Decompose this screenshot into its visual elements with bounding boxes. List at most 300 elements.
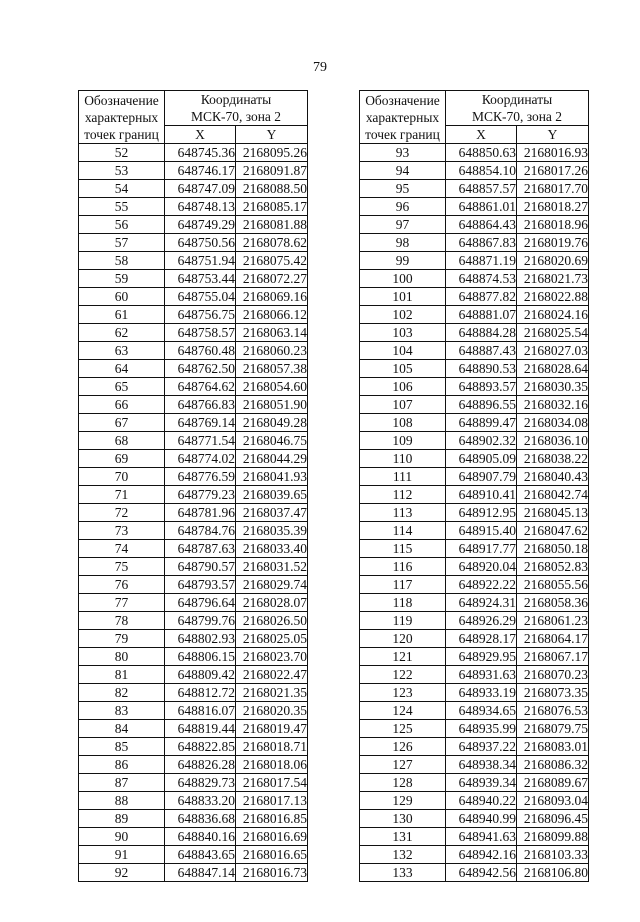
table-row <box>79 378 308 396</box>
x-coordinate: 648809.42 <box>165 666 236 684</box>
table-row <box>360 576 589 594</box>
point-number: 131 <box>360 828 446 846</box>
table-row <box>79 360 308 378</box>
x-coordinate: 648910.41 <box>446 486 517 504</box>
y-coordinate: 2168106.80 <box>517 864 589 882</box>
point-number: 98 <box>360 234 446 252</box>
x-coordinate: 648796.64 <box>165 594 236 612</box>
table-row <box>79 540 308 558</box>
table-row <box>360 450 589 468</box>
point-number: 117 <box>360 576 446 594</box>
x-coordinate: 648933.19 <box>446 684 517 702</box>
point-number: 99 <box>360 252 446 270</box>
table-row <box>79 144 308 162</box>
y-coordinate: 2168025.05 <box>236 630 308 648</box>
y-coordinate: 2168095.26 <box>236 144 308 162</box>
point-number: 119 <box>360 612 446 630</box>
y-coordinate: 2168040.43 <box>517 468 589 486</box>
y-coordinate: 2168067.17 <box>517 648 589 666</box>
table-row <box>360 558 589 576</box>
point-number: 62 <box>79 324 165 342</box>
designation-header <box>79 91 165 144</box>
x-coordinate: 648776.59 <box>165 468 236 486</box>
y-coordinate: 2168017.70 <box>517 180 589 198</box>
table-row <box>360 252 589 270</box>
point-number: 133 <box>360 864 446 882</box>
table-row <box>79 522 308 540</box>
table-row <box>79 288 308 306</box>
table-row <box>360 630 589 648</box>
point-number: 56 <box>79 216 165 234</box>
y-coordinate: 2168099.88 <box>517 828 589 846</box>
y-coordinate: 2168016.93 <box>517 144 589 162</box>
x-coordinate: 648799.76 <box>165 612 236 630</box>
table-row <box>79 252 308 270</box>
point-number: 71 <box>79 486 165 504</box>
y-coordinate: 2168020.35 <box>236 702 308 720</box>
point-number: 129 <box>360 792 446 810</box>
point-number: 87 <box>79 774 165 792</box>
point-number: 74 <box>79 540 165 558</box>
x-coordinate: 648850.63 <box>446 144 517 162</box>
x-coordinate: 648746.17 <box>165 162 236 180</box>
y-coordinate: 2168032.16 <box>517 396 589 414</box>
x-coordinate: 648847.14 <box>165 864 236 882</box>
table-row <box>79 270 308 288</box>
point-number: 128 <box>360 774 446 792</box>
x-coordinate: 648822.85 <box>165 738 236 756</box>
table-row <box>360 828 589 846</box>
y-coordinate: 2168022.47 <box>236 666 308 684</box>
table-row <box>79 216 308 234</box>
table-row <box>360 648 589 666</box>
x-coordinate: 648769.14 <box>165 414 236 432</box>
y-coordinate: 2168038.22 <box>517 450 589 468</box>
point-number: 65 <box>79 378 165 396</box>
x-coordinate: 648896.55 <box>446 396 517 414</box>
table-row <box>79 450 308 468</box>
point-number: 96 <box>360 198 446 216</box>
y-header: Y <box>517 126 589 144</box>
designation-header-line: характерных <box>365 109 440 125</box>
point-number: 106 <box>360 378 446 396</box>
x-coordinate: 648802.93 <box>165 630 236 648</box>
x-coordinate: 648871.19 <box>446 252 517 270</box>
y-coordinate: 2168019.47 <box>236 720 308 738</box>
x-coordinate: 648787.63 <box>165 540 236 558</box>
y-coordinate: 2168042.74 <box>517 486 589 504</box>
y-coordinate: 2168034.08 <box>517 414 589 432</box>
x-coordinate: 648867.83 <box>446 234 517 252</box>
point-number: 118 <box>360 594 446 612</box>
coordinates-body-right <box>360 144 589 882</box>
table-row <box>79 648 308 666</box>
point-number: 88 <box>79 792 165 810</box>
table-row <box>79 612 308 630</box>
y-coordinate: 2168029.74 <box>236 576 308 594</box>
x-coordinate: 648854.10 <box>446 162 517 180</box>
table-row <box>360 810 589 828</box>
x-coordinate: 648760.48 <box>165 342 236 360</box>
point-number: 120 <box>360 630 446 648</box>
designation-header-line: Обозначение <box>84 92 159 108</box>
point-number: 61 <box>79 306 165 324</box>
table-row <box>360 378 589 396</box>
x-coordinate: 648926.29 <box>446 612 517 630</box>
point-number: 127 <box>360 756 446 774</box>
table-row <box>360 540 589 558</box>
table-row <box>360 684 589 702</box>
y-coordinate: 2168051.90 <box>236 396 308 414</box>
coordinates-table-right <box>359 90 589 882</box>
point-number: 126 <box>360 738 446 756</box>
table-row <box>79 720 308 738</box>
coordinates-header <box>446 91 589 126</box>
x-coordinate: 648938.34 <box>446 756 517 774</box>
x-coordinate: 648890.53 <box>446 360 517 378</box>
point-number: 103 <box>360 324 446 342</box>
x-coordinate: 648935.99 <box>446 720 517 738</box>
table-row <box>79 234 308 252</box>
point-number: 100 <box>360 270 446 288</box>
table-row <box>360 612 589 630</box>
y-coordinate: 2168017.13 <box>236 792 308 810</box>
point-number: 114 <box>360 522 446 540</box>
y-coordinate: 2168072.27 <box>236 270 308 288</box>
table-row <box>360 360 589 378</box>
y-coordinate: 2168096.45 <box>517 810 589 828</box>
y-coordinate: 2168028.07 <box>236 594 308 612</box>
point-number: 122 <box>360 666 446 684</box>
x-coordinate: 648819.44 <box>165 720 236 738</box>
point-number: 64 <box>79 360 165 378</box>
y-coordinate: 2168049.28 <box>236 414 308 432</box>
coordinates-header <box>165 91 308 126</box>
y-coordinate: 2168020.69 <box>517 252 589 270</box>
point-number: 116 <box>360 558 446 576</box>
x-coordinate: 648864.43 <box>446 216 517 234</box>
y-coordinate: 2168022.88 <box>517 288 589 306</box>
y-coordinate: 2168025.54 <box>517 324 589 342</box>
x-coordinate: 648940.99 <box>446 810 517 828</box>
x-coordinate: 648884.28 <box>446 324 517 342</box>
x-coordinate: 648806.15 <box>165 648 236 666</box>
point-number: 57 <box>79 234 165 252</box>
x-coordinate: 648929.95 <box>446 648 517 666</box>
point-number: 69 <box>79 450 165 468</box>
point-number: 124 <box>360 702 446 720</box>
table-row <box>79 432 308 450</box>
table-row <box>360 594 589 612</box>
table-row <box>360 234 589 252</box>
x-coordinate: 648747.09 <box>165 180 236 198</box>
x-coordinate: 648793.57 <box>165 576 236 594</box>
table-row <box>360 666 589 684</box>
x-coordinate: 648753.44 <box>165 270 236 288</box>
y-coordinate: 2168017.26 <box>517 162 589 180</box>
x-coordinate: 648840.16 <box>165 828 236 846</box>
table-row <box>79 684 308 702</box>
point-number: 66 <box>79 396 165 414</box>
x-coordinate: 648774.02 <box>165 450 236 468</box>
y-coordinate: 2168103.33 <box>517 846 589 864</box>
table-row <box>360 846 589 864</box>
point-number: 63 <box>79 342 165 360</box>
y-coordinate: 2168086.32 <box>517 756 589 774</box>
table-row <box>79 486 308 504</box>
x-coordinate: 648745.36 <box>165 144 236 162</box>
point-number: 60 <box>79 288 165 306</box>
designation-header <box>360 91 446 144</box>
designation-header-line: Обозначение <box>365 92 440 108</box>
x-coordinate: 648887.43 <box>446 342 517 360</box>
designation-header-line: точек границ <box>365 126 440 142</box>
y-coordinate: 2168037.47 <box>236 504 308 522</box>
y-header: Y <box>236 126 308 144</box>
table-row <box>360 288 589 306</box>
point-number: 82 <box>79 684 165 702</box>
y-coordinate: 2168064.17 <box>517 630 589 648</box>
y-coordinate: 2168081.88 <box>236 216 308 234</box>
point-number: 78 <box>79 612 165 630</box>
point-number: 125 <box>360 720 446 738</box>
table-row <box>79 504 308 522</box>
x-coordinate: 648812.72 <box>165 684 236 702</box>
x-coordinate: 648937.22 <box>446 738 517 756</box>
y-coordinate: 2168016.69 <box>236 828 308 846</box>
point-number: 86 <box>79 756 165 774</box>
table-row <box>360 306 589 324</box>
x-coordinate: 648905.09 <box>446 450 517 468</box>
x-coordinate: 648857.57 <box>446 180 517 198</box>
point-number: 108 <box>360 414 446 432</box>
point-number: 94 <box>360 162 446 180</box>
table-row <box>79 774 308 792</box>
x-coordinate: 648893.57 <box>446 378 517 396</box>
x-coordinate: 648766.83 <box>165 396 236 414</box>
y-coordinate: 2168054.60 <box>236 378 308 396</box>
coordinates-body-left <box>79 144 308 882</box>
coordinates-header-line: Координаты <box>200 92 272 107</box>
point-number: 70 <box>79 468 165 486</box>
table-row <box>79 756 308 774</box>
table-row <box>79 468 308 486</box>
table-row <box>360 702 589 720</box>
y-coordinate: 2168058.36 <box>517 594 589 612</box>
x-coordinate: 648829.73 <box>165 774 236 792</box>
point-number: 93 <box>360 144 446 162</box>
point-number: 83 <box>79 702 165 720</box>
y-coordinate: 2168060.23 <box>236 342 308 360</box>
x-coordinate: 648877.82 <box>446 288 517 306</box>
table-row <box>79 792 308 810</box>
y-coordinate: 2168061.23 <box>517 612 589 630</box>
x-header: X <box>446 126 517 144</box>
coordinates-header-line: Координаты <box>481 92 553 107</box>
point-number: 107 <box>360 396 446 414</box>
y-coordinate: 2168066.12 <box>236 306 308 324</box>
table-row <box>79 342 308 360</box>
y-coordinate: 2168019.76 <box>517 234 589 252</box>
point-number: 72 <box>79 504 165 522</box>
table-row <box>79 702 308 720</box>
x-coordinate: 648755.04 <box>165 288 236 306</box>
designation-header-line: характерных <box>84 109 159 125</box>
point-number: 123 <box>360 684 446 702</box>
table-row <box>79 180 308 198</box>
point-number: 89 <box>79 810 165 828</box>
coordinates-header-line: МСК-70, зона 2 <box>190 109 282 124</box>
x-coordinate: 648826.28 <box>165 756 236 774</box>
x-coordinate: 648881.07 <box>446 306 517 324</box>
table-row <box>79 666 308 684</box>
point-number: 81 <box>79 666 165 684</box>
point-number: 101 <box>360 288 446 306</box>
table-row <box>360 144 589 162</box>
x-coordinate: 648915.40 <box>446 522 517 540</box>
table-row <box>360 756 589 774</box>
y-coordinate: 2168030.35 <box>517 378 589 396</box>
x-coordinate: 648833.20 <box>165 792 236 810</box>
table-row <box>360 738 589 756</box>
y-coordinate: 2168027.03 <box>517 342 589 360</box>
y-coordinate: 2168075.42 <box>236 252 308 270</box>
y-coordinate: 2168018.96 <box>517 216 589 234</box>
y-coordinate: 2168046.75 <box>236 432 308 450</box>
table-row <box>79 324 308 342</box>
x-coordinate: 648861.01 <box>446 198 517 216</box>
y-coordinate: 2168023.70 <box>236 648 308 666</box>
y-coordinate: 2168088.50 <box>236 180 308 198</box>
point-number: 54 <box>79 180 165 198</box>
table-row <box>79 306 308 324</box>
table-row <box>79 738 308 756</box>
y-coordinate: 2168036.10 <box>517 432 589 450</box>
y-coordinate: 2168035.39 <box>236 522 308 540</box>
point-number: 111 <box>360 468 446 486</box>
table-row <box>79 630 308 648</box>
x-coordinate: 648934.65 <box>446 702 517 720</box>
table-row <box>360 216 589 234</box>
x-coordinate: 648917.77 <box>446 540 517 558</box>
x-coordinate: 648784.76 <box>165 522 236 540</box>
point-number: 109 <box>360 432 446 450</box>
y-coordinate: 2168093.04 <box>517 792 589 810</box>
y-coordinate: 2168021.73 <box>517 270 589 288</box>
table-row <box>79 396 308 414</box>
table-row <box>79 846 308 864</box>
y-coordinate: 2168073.35 <box>517 684 589 702</box>
y-coordinate: 2168085.17 <box>236 198 308 216</box>
x-coordinate: 648764.62 <box>165 378 236 396</box>
point-number: 97 <box>360 216 446 234</box>
table-row <box>360 522 589 540</box>
x-coordinate: 648922.22 <box>446 576 517 594</box>
y-coordinate: 2168078.62 <box>236 234 308 252</box>
y-coordinate: 2168039.65 <box>236 486 308 504</box>
x-coordinate: 648748.13 <box>165 198 236 216</box>
point-number: 121 <box>360 648 446 666</box>
y-coordinate: 2168024.16 <box>517 306 589 324</box>
point-number: 55 <box>79 198 165 216</box>
x-coordinate: 648836.68 <box>165 810 236 828</box>
y-coordinate: 2168063.14 <box>236 324 308 342</box>
point-number: 68 <box>79 432 165 450</box>
y-coordinate: 2168079.75 <box>517 720 589 738</box>
point-number: 90 <box>79 828 165 846</box>
x-coordinate: 648758.57 <box>165 324 236 342</box>
point-number: 102 <box>360 306 446 324</box>
y-coordinate: 2168091.87 <box>236 162 308 180</box>
point-number: 92 <box>79 864 165 882</box>
table-row <box>360 864 589 882</box>
y-coordinate: 2168089.67 <box>517 774 589 792</box>
y-coordinate: 2168057.38 <box>236 360 308 378</box>
point-number: 84 <box>79 720 165 738</box>
y-coordinate: 2168033.40 <box>236 540 308 558</box>
table-row <box>79 198 308 216</box>
table-row <box>360 342 589 360</box>
x-coordinate: 648899.47 <box>446 414 517 432</box>
x-coordinate: 648941.63 <box>446 828 517 846</box>
point-number: 53 <box>79 162 165 180</box>
table-row <box>79 576 308 594</box>
table-row <box>360 198 589 216</box>
y-coordinate: 2168045.13 <box>517 504 589 522</box>
point-number: 104 <box>360 342 446 360</box>
x-coordinate: 648771.54 <box>165 432 236 450</box>
point-number: 67 <box>79 414 165 432</box>
table-row <box>79 810 308 828</box>
designation-header-line: точек границ <box>84 126 159 142</box>
table-row <box>360 720 589 738</box>
table-row <box>79 558 308 576</box>
x-coordinate: 648874.53 <box>446 270 517 288</box>
x-coordinate: 648790.57 <box>165 558 236 576</box>
x-coordinate: 648912.95 <box>446 504 517 522</box>
point-number: 75 <box>79 558 165 576</box>
y-coordinate: 2168016.65 <box>236 846 308 864</box>
y-coordinate: 2168055.56 <box>517 576 589 594</box>
page-number: 79 <box>313 60 327 75</box>
table-row <box>360 396 589 414</box>
coordinates-table-left <box>78 90 308 882</box>
point-number: 52 <box>79 144 165 162</box>
point-number: 130 <box>360 810 446 828</box>
y-coordinate: 2168018.27 <box>517 198 589 216</box>
point-number: 59 <box>79 270 165 288</box>
table-row <box>360 792 589 810</box>
y-coordinate: 2168069.16 <box>236 288 308 306</box>
point-number: 132 <box>360 846 446 864</box>
point-number: 77 <box>79 594 165 612</box>
coordinates-header-line: МСК-70, зона 2 <box>471 109 563 124</box>
table-row <box>360 414 589 432</box>
x-coordinate: 648942.56 <box>446 864 517 882</box>
y-coordinate: 2168076.53 <box>517 702 589 720</box>
y-coordinate: 2168016.73 <box>236 864 308 882</box>
x-coordinate: 648942.16 <box>446 846 517 864</box>
point-number: 76 <box>79 576 165 594</box>
point-number: 112 <box>360 486 446 504</box>
table-row <box>79 162 308 180</box>
x-coordinate: 648816.07 <box>165 702 236 720</box>
y-coordinate: 2168083.01 <box>517 738 589 756</box>
y-coordinate: 2168050.18 <box>517 540 589 558</box>
table-row <box>79 414 308 432</box>
x-coordinate: 648920.04 <box>446 558 517 576</box>
table-row <box>360 504 589 522</box>
